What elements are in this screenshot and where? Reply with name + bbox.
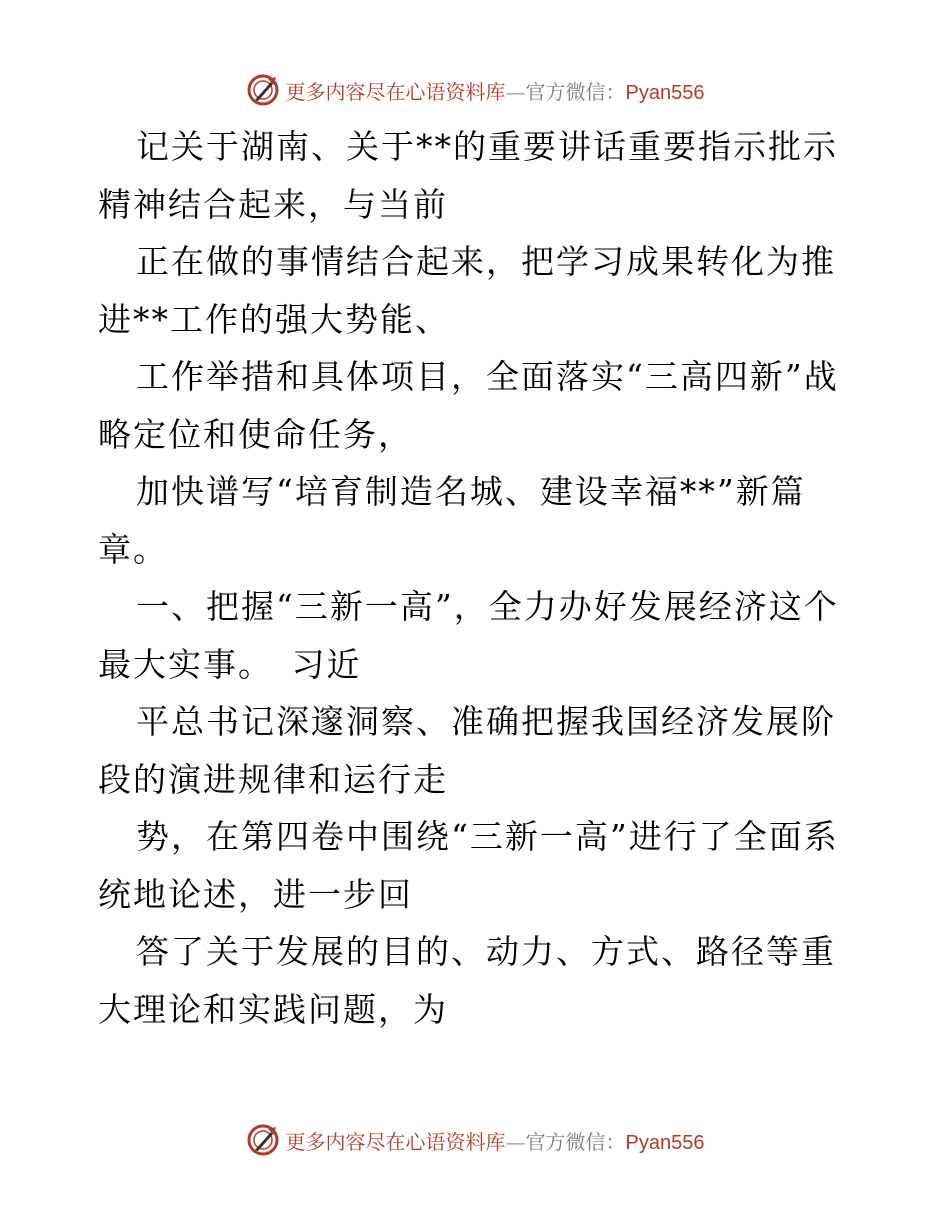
banner-main-text: 更多内容尽在心语资料库 <box>285 1129 506 1154</box>
paragraph: 答了关于发展的目的、动力、方式、路径等重大理论和实践问题，为 <box>98 932 836 1029</box>
banner-wechat-id: Pyan556 <box>625 1131 705 1154</box>
paragraph: 一、把握“三新一高”，全力办好发展经济这个最大实事。 习近 <box>98 587 839 684</box>
paragraph: 正在做的事情结合起来，把学习成果转化为推进**工作的强大势能、 <box>98 242 836 339</box>
paragraph: 工作举措和具体项目，全面落实“三高四新”战略定位和使命任务， <box>98 357 839 454</box>
banner-wechat-label: 官方微信： <box>525 1129 626 1154</box>
footer-banner <box>0 1120 950 1160</box>
banner-text <box>286 76 705 105</box>
banner-dash: — <box>505 1129 526 1154</box>
quill-seal-icon <box>246 1123 280 1157</box>
banner-text <box>286 1126 705 1155</box>
paragraph: 势，在第四卷中围绕“三新一高”进行了全面系统地论述，进一步回 <box>98 817 839 914</box>
paragraph: 平总书记深邃洞察、准确把握我国经济发展阶段的演进规律和运行走 <box>98 702 836 799</box>
paragraph: 加快谱写“培育制造名城、建设幸福**”新篇章。 <box>98 472 806 569</box>
paragraph: 记关于湖南、关于**的重要讲话重要指示批示精神结合起来，与当前 <box>98 127 838 224</box>
banner-wechat-label: 官方微信： <box>525 79 626 104</box>
quill-seal-icon <box>246 73 280 107</box>
header-banner <box>0 70 950 110</box>
banner-wechat-id: Pyan556 <box>625 81 705 104</box>
document-body <box>98 118 858 1038</box>
banner-dash: — <box>505 79 526 104</box>
banner-main-text: 更多内容尽在心语资料库 <box>285 79 506 104</box>
